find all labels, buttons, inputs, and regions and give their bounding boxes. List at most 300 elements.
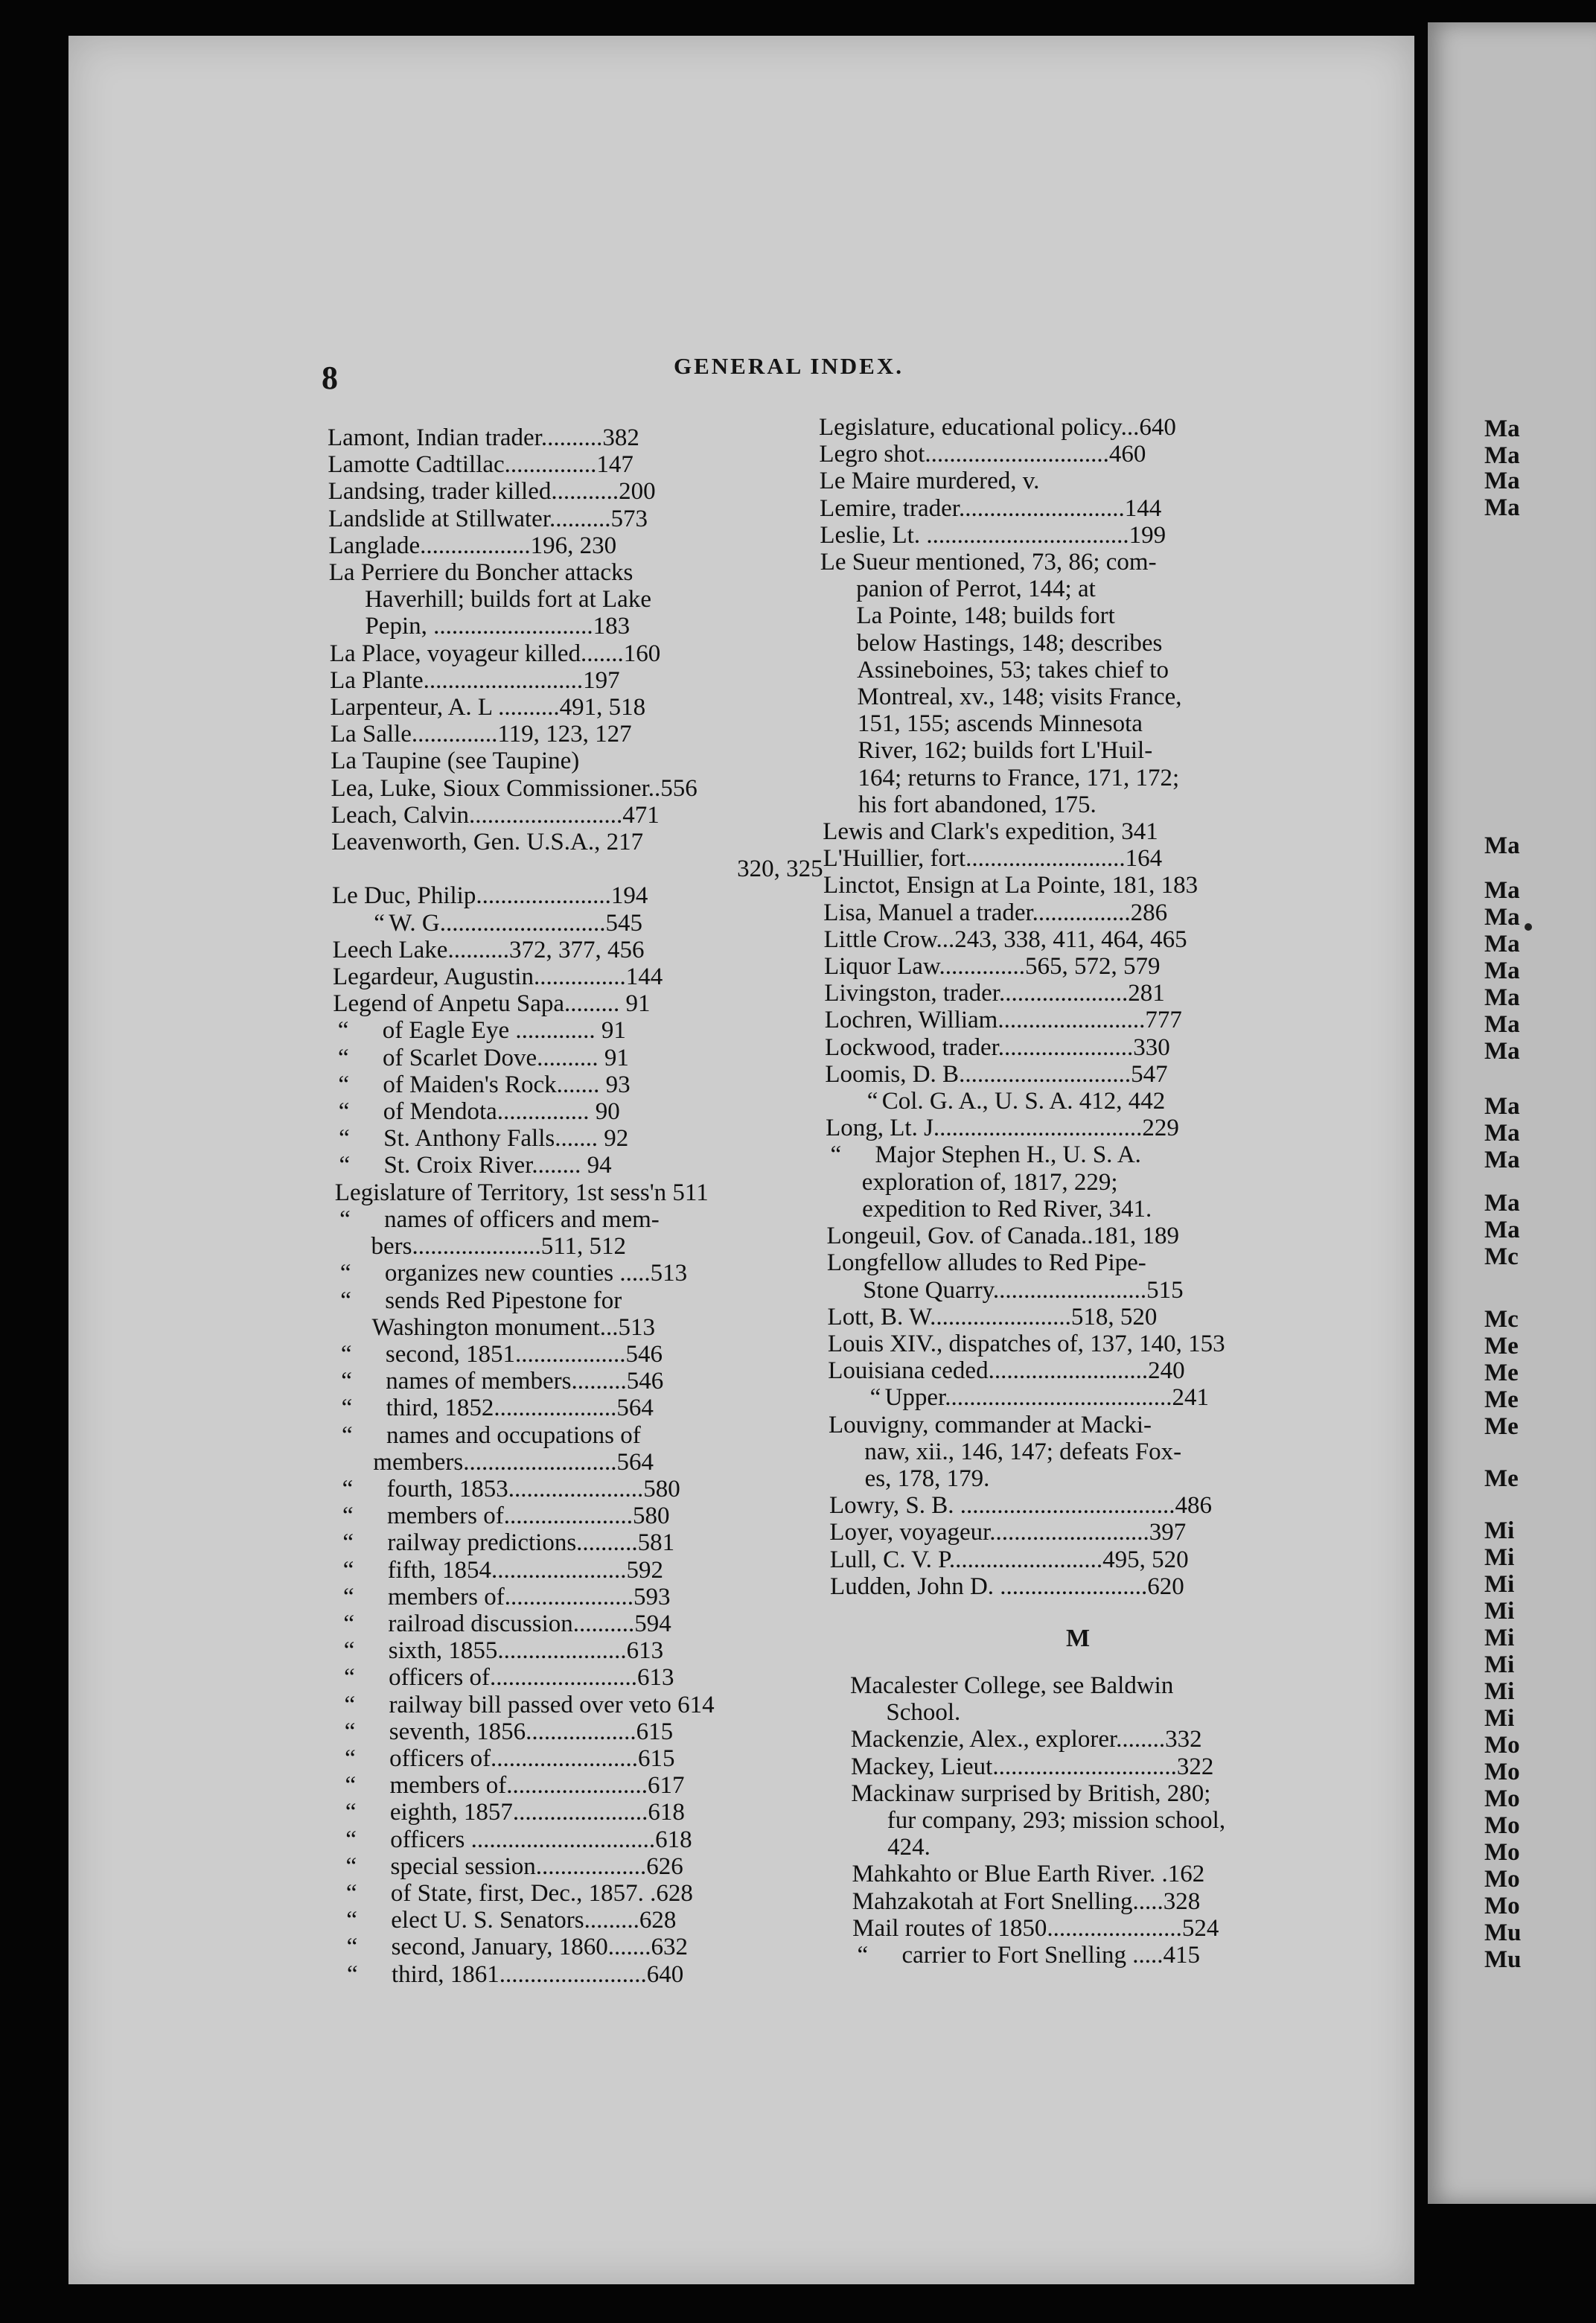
index-entry-text: elect U. S. Senators.........628 bbox=[391, 1907, 677, 1934]
ditto-mark: “ bbox=[345, 1799, 357, 1826]
index-entry-text: expedition to Red River, 341. bbox=[862, 1195, 1152, 1223]
adjacent-page-fragment: Me bbox=[1484, 1413, 1519, 1440]
index-entry bbox=[821, 657, 1342, 683]
index-entry-text: members of.....................580 bbox=[387, 1503, 670, 1530]
index-entry-text: third, 1852....................564 bbox=[386, 1395, 654, 1422]
index-entry-text: Col. G. A., U. S. A. 412, 442 bbox=[881, 1088, 1166, 1115]
index-entry-text: Major Stephen H., U. S. A. bbox=[875, 1141, 1141, 1169]
index-entry bbox=[338, 1529, 829, 1556]
index-entry bbox=[331, 829, 823, 855]
index-entry-text: Stone Quarry.........................515 bbox=[863, 1276, 1184, 1304]
index-entry-text: railroad discussion..........594 bbox=[388, 1610, 671, 1637]
index-entry-text: exploration of, 1817, 229; bbox=[861, 1168, 1118, 1196]
index-entry-text: es, 178, 179. bbox=[864, 1465, 990, 1492]
adjacent-page-fragment: Mo bbox=[1484, 1839, 1520, 1866]
index-entry bbox=[824, 926, 1345, 953]
ditto-mark: “ bbox=[345, 1852, 357, 1880]
index-entry bbox=[820, 576, 1341, 602]
index-entry-text: bers.....................511, 512 bbox=[371, 1233, 627, 1261]
ditto-mark: “ bbox=[338, 1071, 350, 1098]
index-entry bbox=[820, 468, 1341, 494]
index-entry-text: Long, Lt. J..................................229 bbox=[826, 1115, 1179, 1142]
ditto-mark: “ bbox=[346, 1907, 357, 1934]
index-entry-text: Loyer, voyageur..........................397 bbox=[829, 1519, 1187, 1546]
adjacent-page-fragment: Mo bbox=[1484, 1785, 1520, 1812]
adjacent-page-fragment: Mi bbox=[1484, 1544, 1515, 1571]
adjacent-page-fragment: Mo bbox=[1484, 1893, 1520, 1919]
section-letter: M bbox=[1066, 1625, 1091, 1652]
page-blemish bbox=[1525, 923, 1532, 931]
adjacent-page-fragment: Mo bbox=[1484, 1812, 1520, 1839]
index-entry bbox=[829, 1465, 1350, 1492]
index-entry-text: La Salle..............119, 123, 127 bbox=[330, 721, 632, 748]
index-entry-text: La Pointe, 148; builds fort bbox=[856, 602, 1115, 630]
index-entry-text: second, 1851..................546 bbox=[385, 1340, 663, 1368]
index-entry bbox=[822, 710, 1343, 737]
ditto-mark: “ bbox=[342, 1503, 354, 1530]
ditto-mark: “ bbox=[342, 1529, 354, 1557]
adjacent-page-fragment: Mu bbox=[1484, 1946, 1522, 1973]
adjacent-page-fragment: Mi bbox=[1484, 1571, 1515, 1598]
adjacent-page-fragment: Mi bbox=[1484, 1678, 1515, 1705]
index-entry-text: Le Duc, Philip......................194 bbox=[331, 882, 648, 910]
index-entry bbox=[339, 1610, 830, 1637]
index-entry bbox=[830, 1546, 1351, 1573]
index-entry bbox=[328, 478, 820, 505]
index-entry bbox=[827, 1277, 1348, 1304]
index-entry-text: 164; returns to France, 171, 172; bbox=[858, 764, 1180, 791]
adjacent-page-fragment: Mi bbox=[1484, 1651, 1515, 1678]
adjacent-page-fragment: Ma bbox=[1484, 957, 1520, 984]
index-entry-text: Lamont, Indian trader..........382 bbox=[328, 424, 639, 451]
adjacent-page-fragment: Mi bbox=[1484, 1598, 1515, 1625]
ditto-mark: “ bbox=[344, 1718, 356, 1745]
index-entry-text: Leech Lake..........372, 377, 456 bbox=[332, 936, 645, 963]
adjacent-page-fragment: Me bbox=[1484, 1386, 1519, 1413]
ditto-mark: “ bbox=[341, 1395, 353, 1422]
ditto-mark: “ bbox=[345, 1879, 357, 1907]
index-entry-text: his fort abandoned, 175. bbox=[858, 791, 1097, 818]
index-entry-text: Lemire, trader...........................144 bbox=[820, 494, 1162, 522]
index-entry-text: panion of Perrot, 144; at bbox=[856, 576, 1096, 603]
index-entry bbox=[336, 1368, 828, 1395]
index-entry bbox=[337, 1395, 829, 1421]
index-entry bbox=[329, 559, 820, 586]
index-entry-text: Longeuil, Gov. of Canada..181, 189 bbox=[826, 1223, 1180, 1250]
index-entry bbox=[334, 1098, 826, 1125]
index-entry bbox=[820, 522, 1341, 549]
index-entry-text: fourth, 1853......................580 bbox=[386, 1475, 680, 1503]
index-entry-text: La Taupine (see Taupine) bbox=[331, 748, 580, 775]
index-entry bbox=[331, 748, 822, 774]
index-entry-text: members.........................564 bbox=[373, 1448, 654, 1476]
index-entry-text: names of officers and mem- bbox=[384, 1205, 660, 1233]
adjacent-page-fragment: Ma bbox=[1484, 468, 1520, 494]
index-entry-text: Upper.....................................241 bbox=[884, 1384, 1209, 1412]
index-entry-text: Mackinaw surprised by British, 280; bbox=[851, 1779, 1211, 1807]
ditto-mark: “ bbox=[343, 1610, 355, 1637]
adjacent-page-fragment: Mo bbox=[1484, 1866, 1520, 1893]
adjacent-page-fragment: Ma bbox=[1484, 832, 1520, 859]
index-entry-text: Mahkahto or Blue Earth River. .162 bbox=[852, 1861, 1205, 1888]
index-entry-text: Leach, Calvin.........................471 bbox=[331, 801, 660, 829]
adjacent-page-fragment: Ma bbox=[1484, 415, 1520, 442]
index-entry-text: of Scarlet Dove.......... 91 bbox=[383, 1044, 629, 1071]
index-entry bbox=[852, 1861, 1343, 1887]
ditto-mark: “ bbox=[337, 1017, 349, 1045]
index-entry bbox=[342, 1853, 833, 1880]
adjacent-page-fragment: Mi bbox=[1484, 1705, 1515, 1732]
adjacent-page-fragment: Me bbox=[1484, 1333, 1519, 1360]
index-entry-text: Legardeur, Augustin...............144 bbox=[333, 963, 663, 991]
ditto-mark: “ bbox=[339, 1205, 351, 1233]
index-entry bbox=[852, 1807, 1343, 1834]
adjacent-page-fragment: Ma bbox=[1484, 1217, 1520, 1243]
adjacent-page-fragment: Ma bbox=[1484, 877, 1520, 904]
index-entry-text: Macalester College, see Baldwin bbox=[850, 1672, 1174, 1699]
index-entry-text: Ludden, John D. ........................620 bbox=[830, 1572, 1184, 1600]
ditto-mark: “ bbox=[345, 1744, 356, 1772]
ditto-mark: “ bbox=[343, 1637, 355, 1665]
index-entry bbox=[852, 1834, 1343, 1861]
index-entry-text: Louvigny, commander at Macki- bbox=[828, 1411, 1152, 1438]
index-entry-text: Le Sueur mentioned, 73, 86; com- bbox=[820, 549, 1157, 576]
index-entry-text: Legislature of Territory, 1st sess'n 511 bbox=[334, 1179, 709, 1206]
index-entry-text: Landslide at Stillwater..........573 bbox=[328, 505, 648, 532]
index-entry bbox=[331, 802, 823, 829]
index-entry-text: members of.......................617 bbox=[389, 1772, 685, 1800]
ditto-mark: “ bbox=[342, 1475, 354, 1503]
adjacent-page-fragment: Mc bbox=[1484, 1306, 1519, 1333]
index-entry-text: Lott, B. W.......................518, 520 bbox=[827, 1303, 1158, 1331]
index-entry-text: special session..................626 bbox=[390, 1852, 683, 1880]
index-entry-text: Le Maire murdered, v. bbox=[819, 468, 1040, 495]
index-entry bbox=[338, 1503, 829, 1529]
index-entry bbox=[822, 737, 1343, 764]
ditto-mark: “ bbox=[830, 1141, 842, 1169]
index-entry bbox=[331, 721, 822, 748]
index-entry bbox=[339, 1557, 830, 1584]
index-entry bbox=[829, 1384, 1350, 1411]
index-entry bbox=[329, 613, 820, 640]
ditto-mark: “ bbox=[374, 909, 385, 937]
index-entry bbox=[341, 1799, 832, 1826]
index-entry-text: 424. bbox=[887, 1834, 931, 1861]
index-entry-text: of Maiden's Rock....... 93 bbox=[383, 1071, 631, 1098]
index-entry-text: Lowry, S. B. ...................................486 bbox=[829, 1492, 1212, 1520]
index-entry bbox=[336, 1314, 828, 1341]
index-entry bbox=[819, 414, 1340, 441]
index-entry bbox=[823, 818, 1344, 845]
index-entry bbox=[829, 1492, 1350, 1519]
adjacent-page-fragment: Mo bbox=[1484, 1732, 1520, 1759]
index-entry bbox=[332, 855, 823, 882]
index-entry bbox=[820, 495, 1341, 522]
index-entry-text: Lockwood, trader......................330 bbox=[825, 1033, 1170, 1061]
index-entry bbox=[824, 980, 1345, 1007]
index-entry bbox=[823, 872, 1344, 899]
index-entry bbox=[825, 1007, 1346, 1033]
index-entry bbox=[852, 1915, 1344, 1942]
index-entry bbox=[328, 532, 820, 559]
index-entry bbox=[339, 1692, 831, 1718]
index-entry-text: Legislature, educational policy...640 bbox=[819, 414, 1176, 441]
ditto-mark: “ bbox=[341, 1368, 352, 1395]
index-entry bbox=[829, 1519, 1350, 1546]
index-entry-text: Assineboines, 53; takes chief to bbox=[857, 656, 1169, 683]
index-entry-text: Mackey, Lieut..............................322 bbox=[851, 1753, 1214, 1780]
index-entry-text: sixth, 1855.....................613 bbox=[388, 1637, 664, 1665]
ditto-mark: “ bbox=[343, 1583, 354, 1610]
index-entry bbox=[332, 910, 823, 937]
index-entry bbox=[829, 1438, 1350, 1465]
index-entry bbox=[340, 1718, 831, 1745]
index-entry-text: Louis XIV., dispatches of, 137, 140, 153 bbox=[827, 1330, 1225, 1357]
index-entry-text: organizes new counties .....513 bbox=[384, 1260, 688, 1287]
index-entry bbox=[851, 1726, 1342, 1753]
index-entry-text: fur company, 293; mission school, bbox=[887, 1807, 1226, 1835]
index-entry bbox=[851, 1780, 1342, 1807]
index-column-left bbox=[328, 424, 823, 1988]
index-entry-text: L'Huillier, fort..........................164 bbox=[823, 845, 1163, 873]
index-entry bbox=[826, 1088, 1347, 1115]
adjacent-page bbox=[1428, 22, 1596, 2204]
index-entry bbox=[328, 451, 819, 478]
index-entry bbox=[826, 1115, 1347, 1141]
index-entry bbox=[328, 506, 820, 532]
index-entry bbox=[340, 1745, 831, 1772]
index-entry-text: La Plante..........................197 bbox=[330, 666, 620, 694]
index-entry-text: St. Croix River........ 94 bbox=[383, 1152, 612, 1179]
index-entry bbox=[341, 1772, 832, 1799]
adjacent-page-fragment: Mu bbox=[1484, 1919, 1522, 1946]
index-entry-text: sends Red Pipestone for bbox=[385, 1287, 622, 1314]
adjacent-page-fragment: Mi bbox=[1484, 1517, 1515, 1544]
index-entry bbox=[336, 1233, 827, 1260]
adjacent-page-fragment: Ma bbox=[1484, 1038, 1520, 1065]
ditto-mark: “ bbox=[339, 1260, 351, 1287]
ditto-mark: “ bbox=[857, 1942, 869, 1969]
index-entry bbox=[823, 791, 1344, 818]
ditto-mark: “ bbox=[342, 1556, 354, 1584]
index-entry bbox=[852, 1888, 1344, 1915]
index-entry-text: of Mendota............... 90 bbox=[383, 1098, 620, 1126]
index-entry bbox=[333, 1071, 825, 1098]
ditto-mark: “ bbox=[341, 1421, 353, 1449]
index-entry-text: Haverhill; builds fort at Lake bbox=[365, 586, 651, 614]
index-entry bbox=[828, 1357, 1349, 1384]
index-entry-text: railway predictions..........581 bbox=[387, 1529, 675, 1557]
index-entry-text: Langlade..................196, 230 bbox=[328, 532, 617, 559]
adjacent-page-fragment: Mi bbox=[1484, 1625, 1515, 1651]
index-entry-text: names and occupations of bbox=[386, 1421, 641, 1449]
index-entry bbox=[330, 667, 821, 694]
index-entry-text: Lull, C. V. P.........................495, 520 bbox=[829, 1546, 1189, 1573]
adjacent-page-fragment: Me bbox=[1484, 1360, 1519, 1386]
index-entry-text: eighth, 1857......................618 bbox=[389, 1799, 685, 1826]
index-entry-text: School. bbox=[886, 1699, 961, 1727]
index-entry-text: fifth, 1854......................592 bbox=[387, 1556, 664, 1584]
index-entry-text: third, 1861........................640 bbox=[391, 1960, 684, 1988]
index-entry-text: Legend of Anpetu Sapa......... 91 bbox=[333, 990, 651, 1018]
index-entry bbox=[822, 683, 1343, 710]
index-entry-text: La Place, voyageur killed.......160 bbox=[329, 640, 661, 667]
index-entry bbox=[828, 1304, 1349, 1331]
index-entry bbox=[826, 1141, 1347, 1168]
book-gutter bbox=[1414, 0, 1429, 2323]
index-entry bbox=[333, 963, 824, 990]
index-entry-text: Montreal, xv., 148; visits France, bbox=[857, 683, 1182, 711]
ditto-mark: “ bbox=[346, 1934, 358, 1961]
index-entry bbox=[827, 1249, 1348, 1276]
index-entry bbox=[823, 765, 1344, 791]
ditto-mark: “ bbox=[340, 1287, 351, 1314]
adjacent-page-fragment: Ma bbox=[1484, 984, 1520, 1011]
adjacent-page-fragment: Ma bbox=[1484, 442, 1520, 469]
index-entry-text: La Perriere du Boncher attacks bbox=[328, 559, 633, 587]
index-entry bbox=[825, 1034, 1346, 1061]
index-entry bbox=[342, 1907, 833, 1934]
page-number: 8 bbox=[322, 360, 338, 396]
index-entry bbox=[828, 1331, 1349, 1357]
index-entry-text: Mackenzie, Alex., explorer........332 bbox=[850, 1726, 1202, 1753]
ditto-mark: “ bbox=[340, 1340, 352, 1368]
index-entry bbox=[830, 1573, 1351, 1600]
index-entry-text: Lewis and Clark's expedition, 341 bbox=[823, 818, 1158, 846]
index-entry bbox=[336, 1260, 827, 1287]
ditto-mark: “ bbox=[338, 1098, 350, 1126]
index-entry-text: seventh, 1856..................615 bbox=[389, 1718, 674, 1745]
index-entry bbox=[342, 1880, 833, 1907]
index-entry-text: Mail routes of 1850......................524 bbox=[852, 1914, 1219, 1942]
index-entry-text: Larpenteur, A. L ..........491, 518 bbox=[330, 694, 646, 721]
index-entry bbox=[824, 953, 1345, 980]
adjacent-page-fragment: Mc bbox=[1484, 1243, 1519, 1270]
index-entry-text: W. G...........................545 bbox=[389, 909, 642, 937]
index-column-right-m bbox=[850, 1672, 1341, 1969]
adjacent-page-fragment: Ma bbox=[1484, 1093, 1520, 1120]
index-entry bbox=[338, 1476, 829, 1503]
index-entry bbox=[334, 1125, 826, 1152]
index-column-right bbox=[819, 414, 1340, 1600]
index-entry-text: railway bill passed over veto 614 bbox=[389, 1691, 715, 1718]
index-entry bbox=[332, 882, 823, 909]
index-entry bbox=[826, 1169, 1347, 1196]
ditto-mark: “ bbox=[339, 1125, 350, 1153]
index-entry-text: second, January, 1860.......632 bbox=[391, 1934, 688, 1961]
index-entry bbox=[342, 1961, 834, 1988]
adjacent-page-fragment: Ma bbox=[1484, 1011, 1520, 1038]
ditto-mark: “ bbox=[345, 1826, 357, 1853]
index-entry bbox=[330, 640, 821, 667]
index-entry bbox=[823, 845, 1344, 872]
index-entry bbox=[826, 1196, 1347, 1223]
index-entry-text: Leavenworth, Gen. U.S.A., 217 bbox=[331, 829, 644, 856]
index-entry-text: Lamotte Cadtillac...............147 bbox=[328, 451, 633, 479]
index-entry bbox=[827, 1223, 1348, 1249]
ditto-mark: “ bbox=[339, 1152, 351, 1179]
index-entry bbox=[333, 1017, 825, 1044]
index-entry bbox=[336, 1287, 827, 1314]
index-entry bbox=[819, 441, 1340, 468]
index-entry-text: Washington monument...513 bbox=[371, 1313, 656, 1341]
index-entry-text: Lochren, William........................777 bbox=[824, 1007, 1182, 1034]
index-entry bbox=[820, 549, 1341, 576]
index-entry bbox=[336, 1341, 828, 1368]
ditto-mark: “ bbox=[345, 1772, 357, 1800]
adjacent-page-fragment: Ma bbox=[1484, 494, 1520, 521]
index-entry-text: officers ..............................618 bbox=[390, 1826, 692, 1853]
index-entry bbox=[821, 630, 1342, 657]
index-entry bbox=[337, 1422, 829, 1449]
ditto-mark: “ bbox=[344, 1664, 355, 1692]
ditto-mark: “ bbox=[346, 1960, 358, 1988]
index-entry bbox=[341, 1826, 832, 1853]
adjacent-page-fragment: Ma bbox=[1484, 1120, 1520, 1147]
index-entry-text: below Hastings, 148; describes bbox=[856, 629, 1163, 657]
index-entry bbox=[328, 424, 819, 451]
running-head: GENERAL INDEX. bbox=[674, 353, 904, 379]
index-entry bbox=[823, 899, 1344, 926]
index-entry bbox=[331, 694, 822, 721]
index-entry-text: 151, 155; ascends Minnesota bbox=[857, 710, 1143, 738]
index-entry bbox=[337, 1449, 829, 1476]
index-entry bbox=[853, 1942, 1344, 1969]
adjacent-page-fragment: Ma bbox=[1484, 1190, 1520, 1217]
index-entry bbox=[339, 1664, 831, 1691]
index-entry bbox=[333, 990, 824, 1017]
index-entry-text: carrier to Fort Snelling .....415 bbox=[901, 1942, 1201, 1969]
index-entry-text: of State, first, Dec., 1857. .628 bbox=[390, 1879, 693, 1907]
adjacent-page-fragment: Me bbox=[1484, 1465, 1519, 1492]
ditto-mark: “ bbox=[338, 1044, 349, 1071]
index-entry-text: officers of........................613 bbox=[389, 1664, 674, 1692]
index-entry-text: naw, xii., 146, 147; defeats Fox- bbox=[864, 1438, 1182, 1465]
ditto-mark: “ bbox=[344, 1691, 356, 1718]
ditto-mark: “ bbox=[869, 1384, 881, 1412]
index-entry-text: Linctot, Ensign at La Pointe, 181, 183 bbox=[823, 872, 1198, 899]
index-entry-text: names of members.........546 bbox=[386, 1368, 664, 1395]
index-entry bbox=[335, 1179, 826, 1206]
index-entry bbox=[850, 1699, 1341, 1726]
index-entry-text: Livingston, trader.....................281 bbox=[824, 980, 1165, 1007]
index-entry bbox=[335, 1206, 826, 1233]
index-entry bbox=[329, 586, 820, 613]
index-entry-text: Leslie, Lt. .................................199 bbox=[820, 521, 1166, 549]
index-entry-text: River, 162; builds fort L'Huil- bbox=[858, 737, 1153, 765]
index-entry bbox=[850, 1672, 1341, 1699]
index-entry-text: Pepin, ..........................183 bbox=[365, 613, 631, 640]
index-entry-text: 320, 325 bbox=[737, 855, 823, 883]
index-entry-text: Landsing, trader killed...........200 bbox=[328, 478, 656, 506]
index-entry bbox=[820, 602, 1341, 629]
index-entry-text: Loomis, D. B............................547 bbox=[825, 1060, 1168, 1088]
index-entry bbox=[851, 1753, 1342, 1780]
index-entry-text: Lea, Luke, Sioux Commissioner..556 bbox=[331, 774, 698, 802]
index-entry-text: Lisa, Manuel a trader................286 bbox=[823, 899, 1168, 926]
index-entry bbox=[829, 1412, 1350, 1438]
index-entry-text: Louisiana ceded..........................240 bbox=[828, 1357, 1185, 1385]
index-entry bbox=[342, 1934, 834, 1960]
index-entry bbox=[331, 775, 823, 802]
adjacent-page-fragment: Ma bbox=[1484, 1147, 1520, 1173]
adjacent-page-fragment: Ma bbox=[1484, 931, 1520, 957]
index-entry-text: members of.....................593 bbox=[388, 1583, 671, 1610]
index-entry-text: Liquor Law..............565, 572, 579 bbox=[824, 953, 1161, 981]
index-entry-text: Longfellow alludes to Red Pipe- bbox=[826, 1249, 1146, 1277]
index-entry bbox=[333, 1045, 825, 1071]
index-entry bbox=[334, 1152, 826, 1179]
